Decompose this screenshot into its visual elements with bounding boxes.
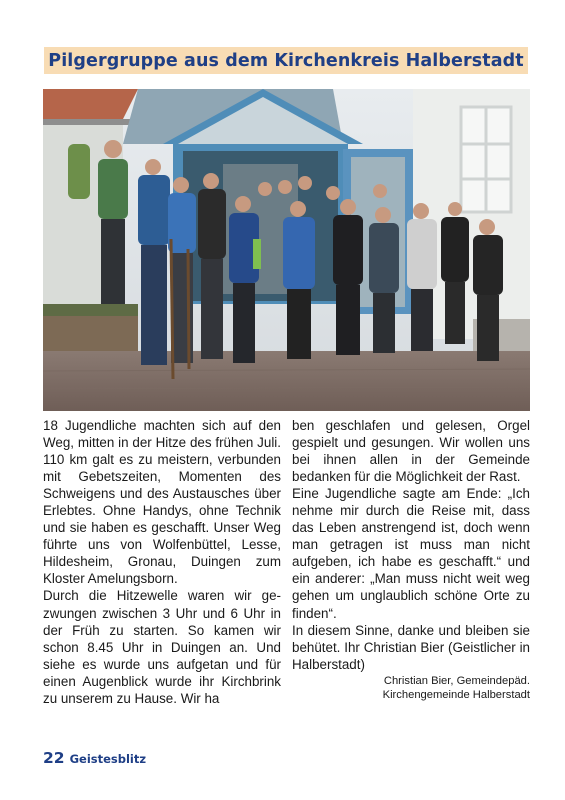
- page-title: Pilgergruppe aus dem Kirchenkreis Halberstadt: [48, 50, 524, 71]
- paragraph: In diesem Sinne, danke und bleiben sie behütet. Ihr Christian Bier (Geistlicher in Halberstadt): [292, 622, 530, 672]
- paragraph: Durch die Hitzewelle waren wir gezwungen zwischen 3 Uhr und 6 Uhr in der Früh zu starten. So kamen wir schon 8.45 Uhr in Duingen an. Und siehe es wurde uns aufgetan und für einen Augenblick wurde ihr Kirchbrink zu unserem zu Hause. Wir ha: [43, 588, 281, 706]
- paragraph: 18 Jugendliche machten sich auf den Weg, mitten in der Hitze des frühen Juli. 110 km galt es zu meistern, verbunden mit Gebetszeiten, Momenten des Schweigens und des Austausches über Erlebtes. Ohne Handys, ohne Technik und sie haben es geschafft. Unser Weg führte uns von Wolfenbüttel, Lesse, Hildesheim, Gronau, Duingen zum Kloster Amelungsborn.: [43, 418, 281, 587]
- article-column-right: [292, 417, 530, 702]
- paragraph: Eine Jugendliche sagte am Ende: „Ich nehme mir durch die Reise mit, dass das Leben anstrengend ist, doch wenn man getragen ist muss man nicht aufgeben, ich habe es geschafft.“ und ein anderer: „Man muss nicht weit weg gehen um unglaublich schöne Orte zu finden“.: [292, 486, 530, 621]
- signature-line: Kirchengemeinde Halberstadt: [382, 688, 530, 701]
- group-photo: [43, 89, 530, 411]
- page-number: 22: [43, 749, 65, 767]
- magazine-name: Geistesblitz: [69, 752, 147, 766]
- page-footer: [43, 749, 146, 767]
- paragraph: ben geschlafen und gelesen, Orgel gespielt und gesungen. Wir wollen uns bei ihnen allen in der Gemeinde bedanken für die Möglichkeit der Rast.: [292, 418, 530, 485]
- signature: [292, 674, 530, 702]
- title-banner: [44, 47, 528, 74]
- signature-line: Christian Bier, Gemeindepäd.: [383, 674, 530, 687]
- article-column-left: [43, 417, 281, 707]
